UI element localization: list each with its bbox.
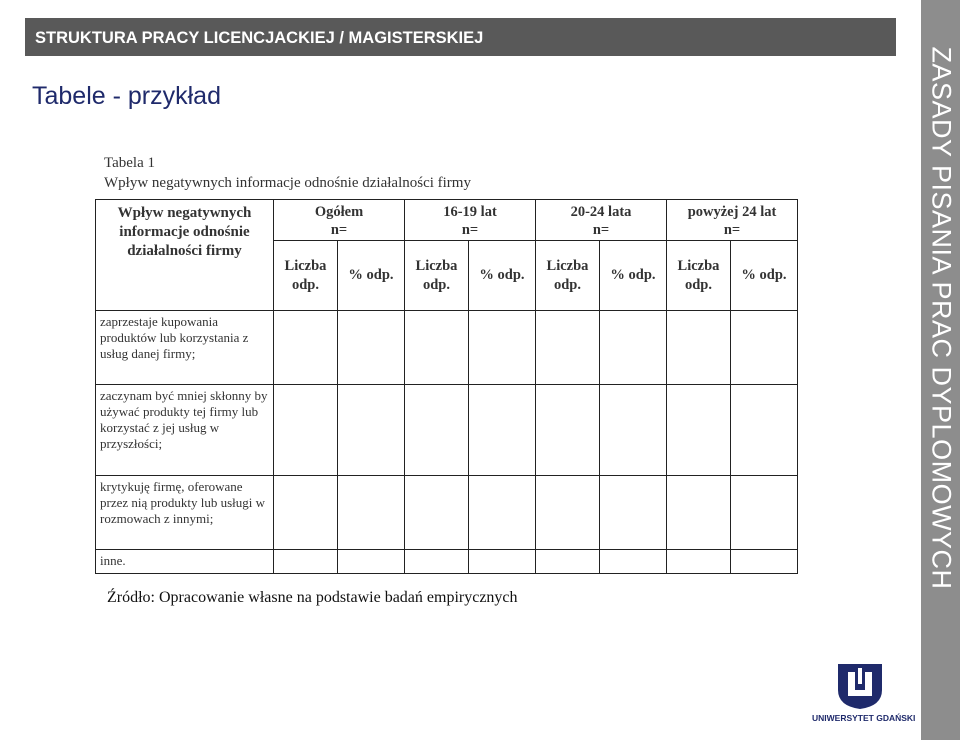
table-cell: [731, 476, 798, 550]
table-cell: [600, 385, 667, 476]
table-cell: [274, 311, 338, 385]
row-label: inne.: [96, 550, 274, 574]
table-row: [96, 385, 798, 476]
table-cell: [600, 311, 667, 385]
logo-text: UNIWERSYTET GDAŃSKI: [812, 713, 916, 723]
table-cell: [274, 550, 338, 574]
group-title: 16-19 lat: [443, 204, 497, 220]
table-cell: [274, 476, 338, 550]
table-cell: [274, 385, 338, 476]
subheader-percent: % odp.: [338, 241, 405, 311]
table-cell: [405, 385, 469, 476]
group-n: n=: [592, 222, 610, 238]
row-label: zaprzestaje kupowania produktów lub korzystania z usług danej firmy;: [96, 311, 274, 385]
table-cell: [405, 550, 469, 574]
row-label: zaczynam być mniej skłonny by używać produkty tej firmy lub korzystać z jej usług w przyszłości;: [96, 385, 274, 476]
header-title: STRUKTURA PRACY LICENCJACKIEJ / MAGISTERSKIEJ: [35, 29, 484, 47]
group-header-20-24: [536, 200, 667, 241]
subheader-count: Liczba odp.: [405, 241, 469, 311]
table-cell: [469, 385, 536, 476]
table-cell: [405, 476, 469, 550]
university-logo: [812, 660, 916, 728]
subheader-percent: % odp.: [469, 241, 536, 311]
group-title: 20-24 lata: [570, 204, 632, 220]
table-caption: [104, 153, 471, 193]
group-header-16-19: [405, 200, 536, 241]
table-cell: [600, 550, 667, 574]
group-n: n=: [461, 222, 479, 238]
table-cell: [731, 550, 798, 574]
sidebar-text-container: [921, 0, 960, 740]
table-row: [96, 550, 798, 574]
group-header-over-24: [667, 200, 798, 241]
table-cell: [600, 476, 667, 550]
logo-emblem-icon: [828, 660, 892, 710]
table-cell: [667, 476, 731, 550]
data-table: [95, 199, 798, 574]
group-title: powyżej 24 lat: [687, 204, 777, 220]
table-cell: [469, 476, 536, 550]
table-cell: [338, 385, 405, 476]
group-header-total: [274, 200, 405, 241]
subheader-count: Liczba odp.: [536, 241, 600, 311]
group-n: n=: [330, 222, 348, 238]
sidebar-title: ZASADY PISANIA PRAC DYPLOMOWYCH: [926, 46, 956, 590]
table-cell: [338, 311, 405, 385]
table-cell: [731, 311, 798, 385]
header-bar: [25, 18, 896, 56]
table-cell: [667, 311, 731, 385]
table-cell: [338, 550, 405, 574]
table-cell: [536, 476, 600, 550]
table-cell: [536, 311, 600, 385]
group-title: Ogółem: [314, 204, 364, 220]
table-row: [96, 476, 798, 550]
table-cell: [469, 311, 536, 385]
subheader-percent: % odp.: [731, 241, 798, 311]
source-note: Źródło: Opracowanie własne na podstawie badań empirycznych: [107, 589, 518, 606]
slide-title: Tabele - przykład: [32, 82, 221, 110]
table-cell: [469, 550, 536, 574]
table-row: [96, 311, 798, 385]
table-cell: [667, 385, 731, 476]
caption-title: Wpływ negatywnych informacje odnośnie działalności firmy: [104, 175, 471, 191]
subheader-count: Liczba odp.: [667, 241, 731, 311]
table-cell: [667, 550, 731, 574]
group-n: n=: [723, 222, 741, 238]
subheader-percent: % odp.: [600, 241, 667, 311]
table-cell: [536, 385, 600, 476]
table-cell: [338, 476, 405, 550]
subheader-count: Liczba odp.: [274, 241, 338, 311]
table-cell: [405, 311, 469, 385]
caption-number: Tabela 1: [104, 155, 156, 171]
row-label: krytykuję firmę, oferowane przez nią produkty lub usługi w rozmowach z innymi;: [96, 476, 274, 550]
table-cell: [536, 550, 600, 574]
table-main-header: Wpływ negatywnych informacje odnośnie działalności firmy: [96, 200, 274, 311]
table-cell: [731, 385, 798, 476]
